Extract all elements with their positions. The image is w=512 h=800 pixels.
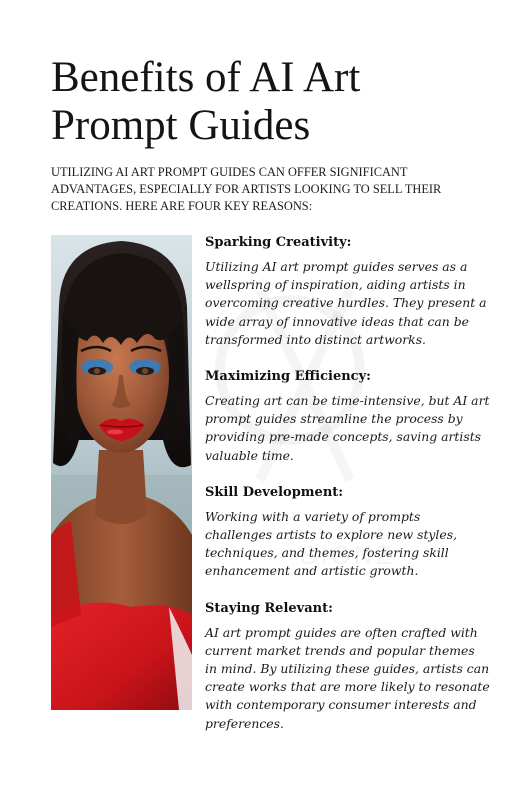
- reason-item: [205, 600, 490, 733]
- reason-body: AI art prompt guides are often crafted with current market trends and popular themes in mind. By utilizing these guides, artists can create works that are more likely to resonate with contemporary consumer interests and preferences.: [205, 624, 490, 731]
- reason-body: Creating art can be time-intensive, but AI art prompt guides streamline the process by providing pre-made concepts, saving artists valuable time.: [205, 393, 490, 463]
- reason-heading: Sparking Creativity:: [205, 235, 352, 250]
- reason-item: [205, 484, 490, 581]
- reasons-list: [205, 234, 490, 752]
- reason-item: [205, 368, 490, 465]
- reason-heading: Skill Development:: [205, 484, 344, 500]
- reason-heading: Staying Relevant:: [205, 600, 333, 616]
- reason-item: [205, 234, 490, 349]
- intro-text: UTILIZING AI ART PROMPT GUIDES CAN OFFER SIGNIFICANT ADVANTAGES, ESPECIALLY FOR ARTISTS LOOKING TO SELL THEIR CREATIONS. HERE ARE FOUR KEY REASONS:: [51, 165, 442, 213]
- page-title: Benefits of AI Art Prompt Guides: [51, 54, 361, 149]
- reason-body: Working with a variety of prompts challenges artists to explore new styles, techniques, and themes, fostering skill enhancement and artistic growth.: [205, 508, 458, 579]
- portrait-image: [51, 235, 192, 710]
- reason-body: Utilizing AI art prompt guides serves as a wellspring of inspiration, aiding artists in overcoming creative hurdles. They present a wide array of innovative ideas that can be transformed into distinct artworks.: [205, 259, 487, 347]
- reason-heading: Maximizing Efficiency:: [205, 369, 371, 385]
